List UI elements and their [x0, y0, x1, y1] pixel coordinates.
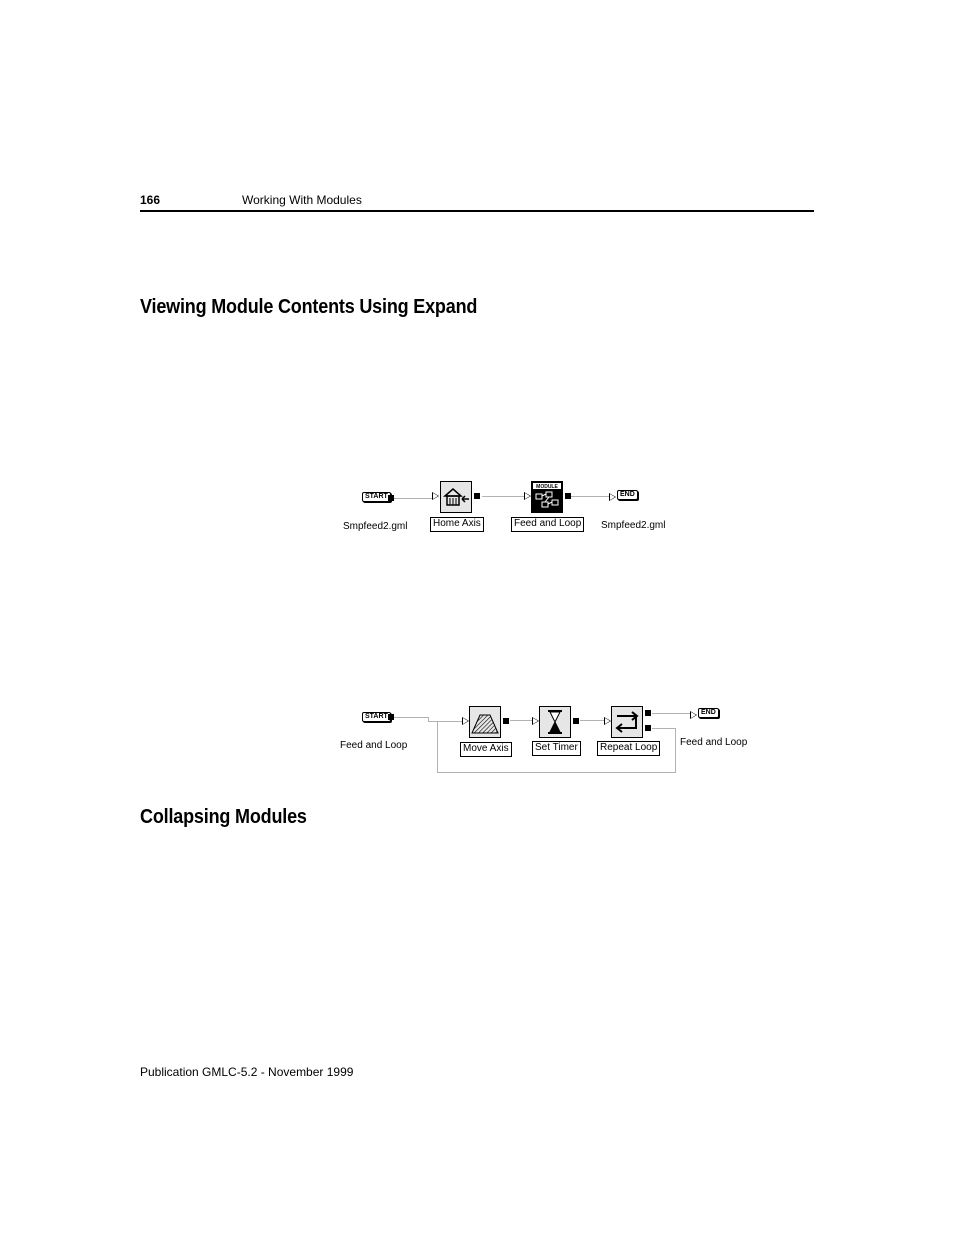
wire	[394, 717, 428, 718]
output-port-done	[645, 710, 651, 716]
end-node[interactable]: END	[617, 490, 638, 500]
loop-wire	[437, 772, 676, 773]
wire	[580, 720, 604, 721]
module-icon-text: MODULE	[536, 484, 558, 490]
hourglass-icon[interactable]	[539, 706, 571, 738]
input-port-icon	[690, 711, 697, 719]
section-heading-collapse: Collapsing Modules	[140, 806, 307, 828]
input-port-icon	[604, 717, 611, 725]
start-node[interactable]: START	[362, 712, 391, 722]
wire	[675, 728, 676, 772]
start-node[interactable]: START	[362, 492, 391, 502]
publication-footer: Publication GMLC-5.2 - November 1999	[140, 1065, 354, 1079]
home-axis-label[interactable]: Home Axis	[430, 517, 484, 532]
output-port	[573, 718, 579, 724]
end-caption: Smpfeed2.gml	[601, 520, 666, 531]
start-caption: Feed and Loop	[340, 740, 408, 751]
input-port-icon	[462, 717, 469, 725]
start-caption: Smpfeed2.gml	[343, 521, 408, 532]
repeat-loop-icon[interactable]	[611, 706, 643, 738]
running-title: Working With Modules	[242, 193, 362, 207]
start-port	[388, 714, 394, 720]
wire	[510, 720, 532, 721]
set-timer-label[interactable]: Set Timer	[532, 741, 581, 756]
end-node[interactable]: END	[698, 708, 719, 718]
repeat-loop-label[interactable]: Repeat Loop	[597, 741, 660, 756]
feed-and-loop-label[interactable]: Feed and Loop	[511, 517, 584, 532]
loop-wire	[437, 721, 438, 773]
move-axis-icon[interactable]	[469, 706, 501, 738]
wire	[652, 728, 675, 729]
output-port-loop	[645, 725, 651, 731]
page-number: 166	[140, 193, 161, 207]
section-heading-expand: Viewing Module Contents Using Expand	[140, 296, 478, 318]
move-axis-label[interactable]: Move Axis	[460, 742, 512, 757]
output-port	[503, 718, 509, 724]
end-caption: Feed and Loop	[680, 737, 748, 748]
input-port-icon	[532, 717, 539, 725]
wire	[652, 713, 690, 714]
wire	[428, 721, 462, 722]
